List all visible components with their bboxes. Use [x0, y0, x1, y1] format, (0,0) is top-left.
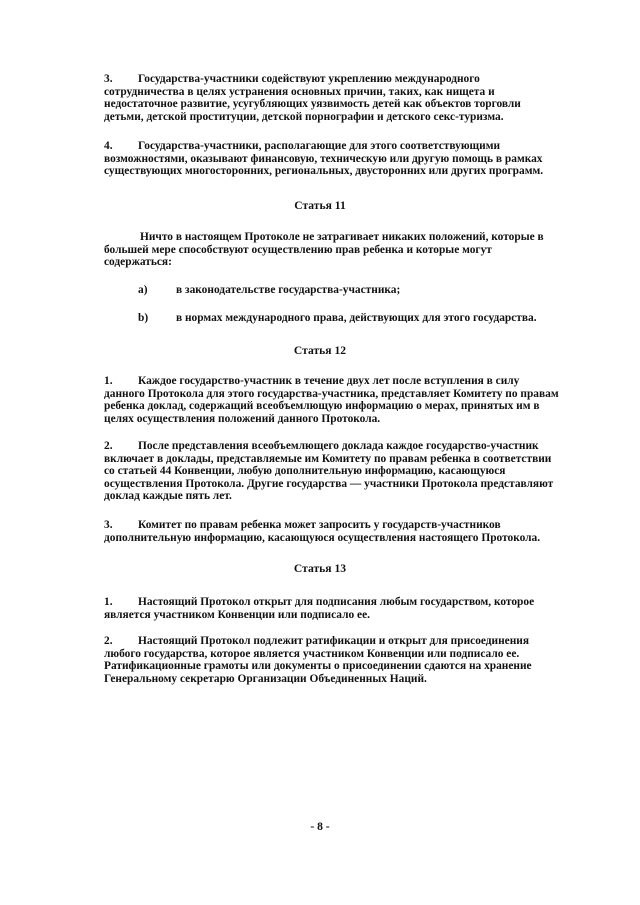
paragraph-12-3: 3. Комитет по правам ребенка может запросить у государств-участников дополнительную информацию, касающуюся осуществления настоящего Протокола. [104, 519, 541, 544]
paragraph-number: 1. [104, 596, 113, 608]
page-number: - 8 - [310, 820, 330, 833]
list-marker: b) [138, 312, 149, 324]
paragraph-12-2: 2. После представления всеобъемлющего доклада каждое государство-участник включает в доклады, представляемые им Комитету по правам ребенка в соответствии со статьей 44 Конвенции, любую дополнительную информацию, касающуюся осуществления Протокола. Другие государства — участники Протокола представляют доклад каждые пять лет. [104, 440, 554, 503]
article-11-intro: Ничто в настоящем Протоколе не затрагивает никаких положений, которые в большей мере способствуют осуществлению прав ребенка и которые могут содержаться: [104, 231, 544, 269]
article-13-heading: Статья 13 [293, 562, 347, 575]
article-12-heading: Статья 12 [293, 344, 347, 357]
paragraph-number: 2. [104, 635, 113, 647]
paragraph-number: 1. [104, 375, 113, 387]
list-item-a: а) в законодательстве государства-участника; [138, 284, 401, 296]
paragraph-12-1: 1. Каждое государство-участник в течение двух лет после вступления в силу данного Протокола для этого государства-участника, представляет Комитету по правам ребенка доклад, содержащий всеобъемлющую информацию о мерах, принятых им в целях осуществления положений данного Протокола. [104, 375, 559, 425]
article-11-heading: Статья 11 [294, 199, 346, 212]
paragraph-number: 4. [104, 140, 113, 152]
paragraph-number: 3. [104, 73, 113, 85]
list-item-b: b) в нормах международного права, действующих для этого государства. [138, 312, 537, 324]
paragraph-10-4: 4. Государства-участники, располагающие для этого соответствующими возможностями, оказывают финансовую, техническую или другую помощь в рамках существующих многосторонних, региональных, двусторонних или других программ. [104, 140, 544, 178]
paragraph-13-2: 2. Настоящий Протокол подлежит ратификации и открыт для присоединения любого государства, которое является участником Конвенции или подписало ее. Ратификационные грамоты или документы о присоединении сдаются на хранение Генеральному секретарю Организации Объединенных Наций. [104, 635, 532, 685]
paragraph-13-1: 1. Настоящий Протокол открыт для подписания любым государством, которое является участником Конвенции или подписало ее. [104, 596, 535, 621]
list-marker: а) [138, 284, 148, 296]
paragraph-number: 3. [104, 519, 113, 531]
paragraph-10-3: 3. Государства-участники содействуют укреплению международного сотрудничества в целях устранения основных причин, таких, как нищета и недостаточное развитие, усугубляющих уязвимость детей как объектов торговли детьми, детской проституции, детской порнографии и детского секс-туризма. [104, 73, 521, 123]
paragraph-number: 2. [104, 440, 113, 452]
